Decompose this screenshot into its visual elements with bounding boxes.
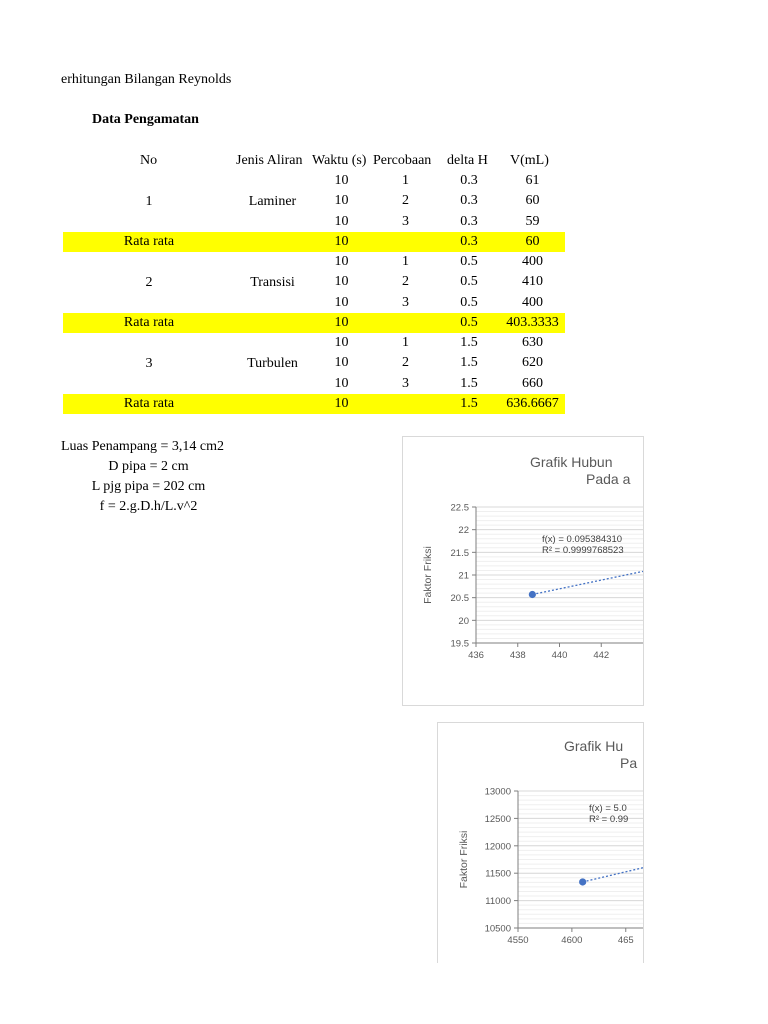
cell-percobaan: 1 [402,335,409,350]
y-tick-label: 11500 [485,868,511,880]
avg-waktu: 10 [334,315,349,330]
cell-volume: 630 [522,335,543,350]
cell-waktu: 10 [334,214,349,229]
header-jenis-aliran: Jenis Aliran [236,153,303,168]
group-no: 1 [145,194,153,209]
table-row [63,191,565,211]
table-row [63,252,565,272]
y-tick-label: 10500 [484,923,511,935]
avg-delta-h: 0.5 [460,315,478,330]
group-jenis: Laminer [248,194,297,209]
cell-waktu: 10 [334,254,349,269]
notes-block [61,437,236,517]
avg-volume: 403.3333 [506,315,559,330]
table-row [63,293,565,313]
cell-delta-h: 0.3 [460,214,478,229]
cell-delta-h: 0.3 [460,173,478,188]
avg-label: Rata rata [123,315,175,330]
trendline-equation: f(x) = 0.095384310 [542,534,623,545]
chart-1-svg [403,437,643,705]
cell-percobaan: 3 [402,295,409,310]
group-jenis: Transisi [250,275,295,290]
chart-2-svg [438,723,643,963]
cell-volume: 660 [522,376,543,391]
x-tick-label: 4600 [561,935,583,946]
trendline-r-squared: R² = 0.99 [589,814,629,825]
document-title: erhitungan Bilangan Reynolds [61,72,232,87]
cell-volume: 400 [522,254,543,269]
friction-chart-2 [437,722,644,963]
cell-delta-h: 0.5 [460,274,478,289]
y-tick-label: 22.5 [450,502,469,514]
cell-volume: 60 [525,193,540,208]
friction-chart-1 [402,436,644,706]
cell-waktu: 10 [334,173,349,188]
cell-volume: 61 [525,173,540,188]
average-row [63,394,565,414]
table-row [63,272,565,292]
chart-title-line: Pada a [586,471,631,487]
x-tick-label: 438 [509,650,526,661]
cell-percobaan: 1 [402,173,409,188]
chart-title-line: Pa [620,755,638,771]
data-point [579,878,586,885]
avg-waktu: 10 [334,234,349,249]
avg-delta-h: 1.5 [460,396,478,411]
note-d-pipa: D pipa = 2 cm [108,459,189,474]
x-tick-label: 436 [468,650,484,661]
trendline-r-squared: R² = 0.9999768523 [542,545,624,556]
table-row [63,212,565,232]
header-percobaan: Percobaan [373,153,432,168]
avg-waktu: 10 [334,396,349,411]
cell-waktu: 10 [334,274,349,289]
cell-delta-h: 0.5 [460,254,478,269]
group-jenis: Turbulen [247,356,298,371]
cell-percobaan: 2 [402,355,409,370]
cell-volume: 400 [522,295,543,310]
cell-waktu: 10 [334,355,349,370]
avg-volume: 60 [525,234,540,249]
cell-percobaan: 3 [402,214,409,229]
cell-waktu: 10 [334,376,349,391]
x-tick-label: 465 [617,935,634,946]
y-tick-label: 22 [458,525,469,537]
average-row [63,232,565,252]
trendline [583,868,643,882]
trendline-equation: f(x) = 5.0 [589,803,627,814]
avg-label: Rata rata [123,234,175,249]
y-tick-label: 20.5 [450,593,469,605]
x-tick-label: 442 [593,650,610,661]
section-title: Data Pengamatan [92,112,199,127]
x-tick-label: 4550 [507,935,529,946]
avg-label: Rata rata [123,396,175,411]
cell-delta-h: 0.3 [460,193,478,208]
cell-percobaan: 2 [402,193,409,208]
cell-delta-h: 1.5 [460,376,478,391]
data-point [529,591,536,598]
cell-waktu: 10 [334,335,349,350]
note-formula: f = 2.g.D.h/L.v^2 [99,499,198,514]
y-tick-label: 12000 [484,841,511,853]
cell-volume: 410 [522,274,543,289]
cell-waktu: 10 [334,295,349,310]
y-tick-label: 21 [458,570,469,582]
y-axis-label: Faktor Friksi [422,546,434,604]
y-tick-label: 13000 [484,786,511,798]
cell-percobaan: 2 [402,274,409,289]
cell-percobaan: 3 [402,376,409,391]
header-waktu: Waktu (s) [312,153,367,168]
y-tick-label: 20 [458,615,469,627]
table-row [63,171,565,191]
note-l-pipa: L pjg pipa = 202 cm [91,479,206,494]
y-tick-label: 12500 [484,813,511,825]
cell-volume: 59 [525,214,540,229]
y-axis-label: Faktor Friksi [458,830,470,889]
table-row [63,333,565,353]
y-tick-label: 19.5 [450,638,469,650]
x-tick-label: 440 [551,650,568,661]
group-no: 3 [145,356,153,371]
cell-volume: 620 [522,355,543,370]
cell-delta-h: 0.5 [460,295,478,310]
group-no: 2 [145,275,153,290]
header-no: No [140,153,158,168]
y-tick-label: 21.5 [450,547,469,559]
table-row [63,353,565,373]
avg-volume: 636.6667 [506,396,559,411]
header-volume: V(mL) [510,153,549,168]
observation-table [63,150,565,415]
average-row [63,313,565,333]
chart-title-line: Grafik Hubun [530,454,613,470]
header-delta-h: delta H [447,153,488,168]
table-row [63,374,565,394]
chart-title-line: Grafik Hu [564,738,624,754]
note-luas-penampang: Luas Penampang = 3,14 cm2 [61,439,225,454]
avg-delta-h: 0.3 [460,234,478,249]
y-tick-label: 11000 [485,896,511,908]
cell-delta-h: 1.5 [460,335,478,350]
cell-percobaan: 1 [402,254,409,269]
cell-waktu: 10 [334,193,349,208]
cell-delta-h: 1.5 [460,355,478,370]
